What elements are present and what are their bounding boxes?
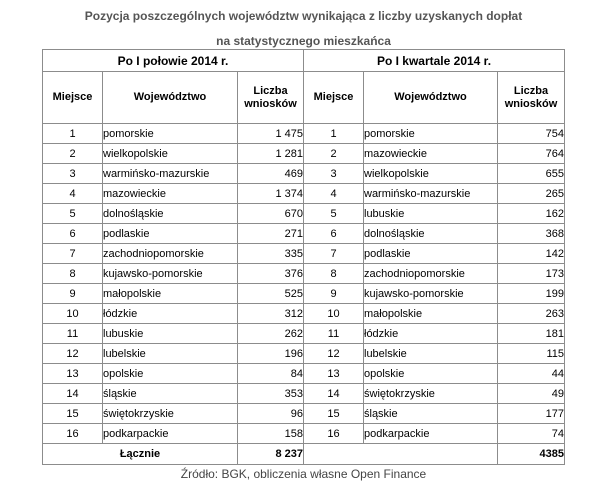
count-cell: 469: [238, 164, 304, 184]
place-cell: 10: [43, 304, 103, 324]
count-cell: 1 475: [238, 124, 304, 144]
place-cell: 3: [304, 164, 364, 184]
count-cell: 199: [498, 284, 565, 304]
region-cell: lubuskie: [103, 324, 238, 344]
table-row: [43, 424, 565, 444]
region-cell: zachodniopomorskie: [103, 244, 238, 264]
total-row: [43, 444, 565, 465]
region-cell: pomorskie: [364, 124, 498, 144]
place-cell: 3: [43, 164, 103, 184]
place-cell: 8: [43, 264, 103, 284]
place-cell: 5: [304, 204, 364, 224]
place-cell: 15: [43, 404, 103, 424]
table-row: [43, 124, 565, 144]
region-cell: małopolskie: [364, 304, 498, 324]
count-cell: 44: [498, 364, 565, 384]
count-cell: 181: [498, 324, 565, 344]
place-cell: 2: [304, 144, 364, 164]
count-cell: 142: [498, 244, 565, 264]
region-cell: śląskie: [364, 404, 498, 424]
count-cell: 115: [498, 344, 565, 364]
table-row: [43, 404, 565, 424]
region-cell: lubelskie: [364, 344, 498, 364]
place-cell: 9: [43, 284, 103, 304]
count-cell: 49: [498, 384, 565, 404]
place-cell: 13: [304, 364, 364, 384]
table-row: [43, 244, 565, 264]
table-row: [43, 204, 565, 224]
place-cell: 6: [43, 224, 103, 244]
table-title: Pozycja poszczególnych województw wynikająca z liczby uzyskanych dopłat: [84, 9, 523, 23]
table-row: [43, 224, 565, 244]
region-cell: lubelskie: [103, 344, 238, 364]
place-cell: 16: [304, 424, 364, 444]
region-cell: mazowieckie: [103, 184, 238, 204]
region-cell: śląskie: [103, 384, 238, 404]
table-row: [43, 384, 565, 404]
count-cell: 368: [498, 224, 565, 244]
region-cell: podkarpackie: [103, 424, 238, 444]
table-row: [43, 144, 565, 164]
place-cell: 1: [304, 124, 364, 144]
region-cell: mazowieckie: [364, 144, 498, 164]
count-cell: 271: [238, 224, 304, 244]
place-cell: 11: [304, 324, 364, 344]
region-cell: łódzkie: [364, 324, 498, 344]
table-row: [43, 284, 565, 304]
count-cell: 263: [498, 304, 565, 324]
table-row: [43, 364, 565, 384]
total-value-h1: 8 237: [238, 444, 304, 465]
place-cell: 9: [304, 284, 364, 304]
count-cell: 312: [238, 304, 304, 324]
count-cell: 173: [498, 264, 565, 284]
place-cell: 4: [304, 184, 364, 204]
place-cell: 1: [43, 124, 103, 144]
table-body: [43, 124, 565, 444]
place-cell: 13: [43, 364, 103, 384]
count-cell: 158: [238, 424, 304, 444]
place-cell: 14: [43, 384, 103, 404]
count-cell: 1 374: [238, 184, 304, 204]
place-cell: 8: [304, 264, 364, 284]
place-cell: 10: [304, 304, 364, 324]
total-value-q1: 4385: [498, 444, 565, 465]
region-cell: wielkopolskie: [103, 144, 238, 164]
col-header-count: Liczba wniosków: [498, 72, 565, 124]
count-cell: 670: [238, 204, 304, 224]
period-header-h1: Po I połowie 2014 r.: [43, 50, 304, 72]
count-cell: 262: [238, 324, 304, 344]
region-cell: zachodniopomorskie: [364, 264, 498, 284]
region-cell: opolskie: [103, 364, 238, 384]
region-cell: warmińsko-mazurskie: [103, 164, 238, 184]
region-cell: dolnośląskie: [364, 224, 498, 244]
count-cell: 162: [498, 204, 565, 224]
region-cell: małopolskie: [103, 284, 238, 304]
table-row: [43, 304, 565, 324]
region-cell: warmińsko-mazurskie: [364, 184, 498, 204]
place-cell: 5: [43, 204, 103, 224]
count-cell: 353: [238, 384, 304, 404]
ranking-table: [42, 49, 565, 465]
region-cell: dolnośląskie: [103, 204, 238, 224]
count-cell: 525: [238, 284, 304, 304]
col-header-count: Liczba wniosków: [238, 72, 304, 124]
place-cell: 7: [43, 244, 103, 264]
place-cell: 14: [304, 384, 364, 404]
total-empty-cell: [304, 444, 498, 465]
region-cell: podkarpackie: [364, 424, 498, 444]
region-cell: pomorskie: [103, 124, 238, 144]
count-cell: 177: [498, 404, 565, 424]
table-row: [43, 324, 565, 344]
region-cell: podlaskie: [364, 244, 498, 264]
place-cell: 12: [43, 344, 103, 364]
count-cell: 265: [498, 184, 565, 204]
region-cell: lubuskie: [364, 204, 498, 224]
region-cell: kujawsko-pomorskie: [103, 264, 238, 284]
table-subtitle: na statystycznego mieszkańca: [216, 34, 391, 48]
total-label: Łącznie: [43, 444, 238, 465]
table-row: [43, 344, 565, 364]
count-cell: 96: [238, 404, 304, 424]
col-header-region: Województwo: [364, 72, 498, 124]
place-cell: 11: [43, 324, 103, 344]
place-cell: 2: [43, 144, 103, 164]
count-cell: 84: [238, 364, 304, 384]
count-cell: 754: [498, 124, 565, 144]
place-cell: 12: [304, 344, 364, 364]
region-cell: łódzkie: [103, 304, 238, 324]
count-cell: 196: [238, 344, 304, 364]
table-row: [43, 164, 565, 184]
count-cell: 655: [498, 164, 565, 184]
period-header-q1: Po I kwartale 2014 r.: [304, 50, 565, 72]
region-cell: opolskie: [364, 364, 498, 384]
table-row: [43, 264, 565, 284]
source-note: Źródło: BGK, obliczenia własne Open Finance: [180, 467, 427, 481]
col-header-place: Miejsce: [304, 72, 364, 124]
region-cell: świętokrzyskie: [364, 384, 498, 404]
col-header-region: Województwo: [103, 72, 238, 124]
count-cell: 74: [498, 424, 565, 444]
count-cell: 335: [238, 244, 304, 264]
place-cell: 4: [43, 184, 103, 204]
place-cell: 16: [43, 424, 103, 444]
region-cell: podlaskie: [103, 224, 238, 244]
place-cell: 6: [304, 224, 364, 244]
col-header-place: Miejsce: [43, 72, 103, 124]
region-cell: wielkopolskie: [364, 164, 498, 184]
place-cell: 15: [304, 404, 364, 424]
region-cell: kujawsko-pomorskie: [364, 284, 498, 304]
table-row: [43, 184, 565, 204]
count-cell: 1 281: [238, 144, 304, 164]
count-cell: 764: [498, 144, 565, 164]
count-cell: 376: [238, 264, 304, 284]
place-cell: 7: [304, 244, 364, 264]
region-cell: świętokrzyskie: [103, 404, 238, 424]
